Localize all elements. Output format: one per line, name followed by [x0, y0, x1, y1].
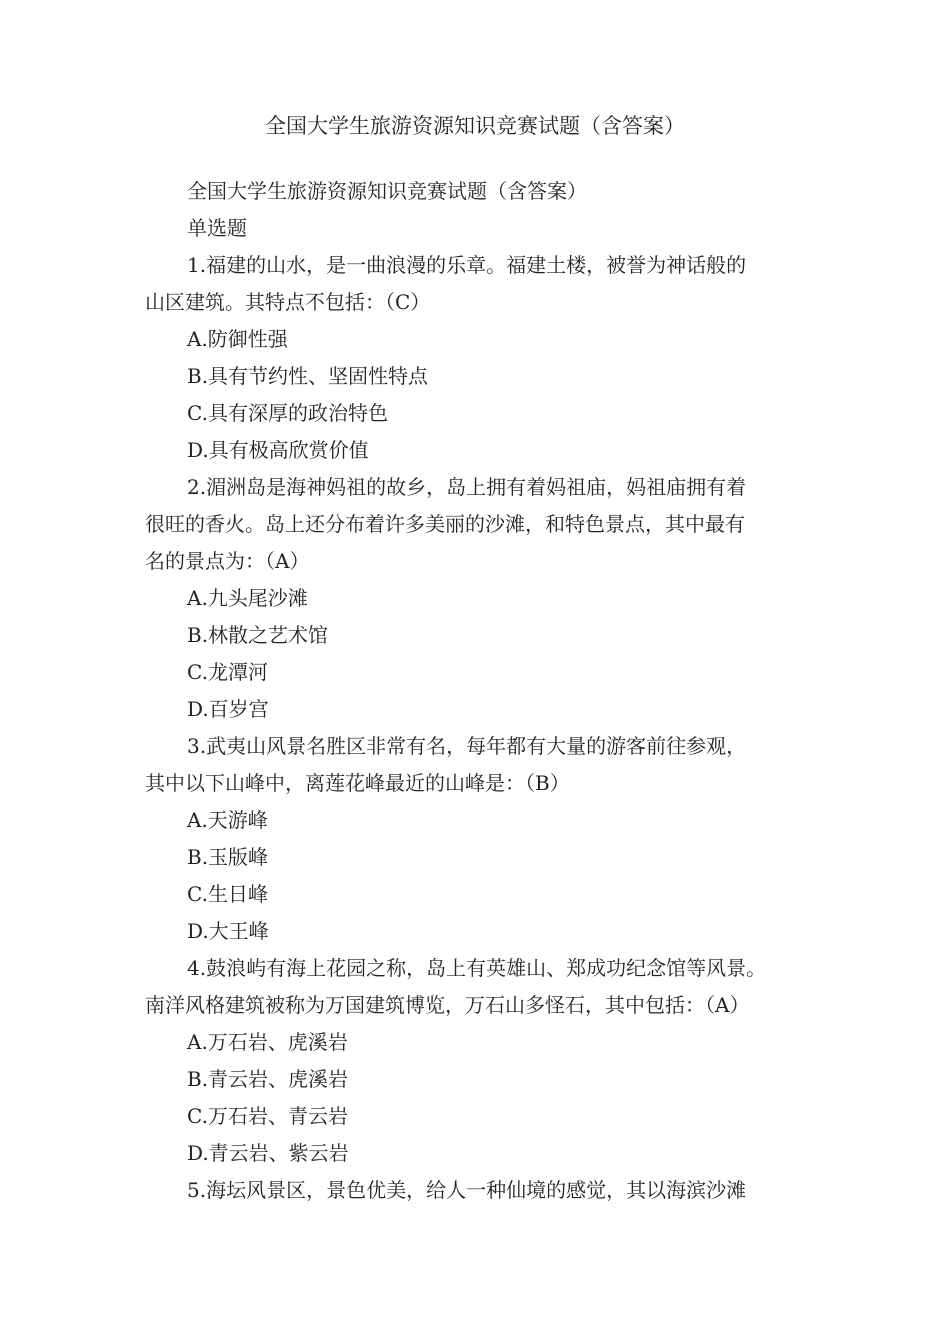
question-1-option-a: A.防御性强 [187, 327, 288, 351]
question-4-option-b: B.青云岩、虎溪岩 [187, 1067, 349, 1091]
question-2-option-b: B.林散之艺术馆 [187, 623, 329, 647]
question-2-text: 很旺的香火。岛上还分布着许多美丽的沙滩，和特色景点，其中最有 [145, 512, 745, 536]
question-2-option-a: A.九头尾沙滩 [187, 586, 308, 610]
document-subtitle: 全国大学生旅游资源知识竞赛试题（含答案） [187, 179, 587, 203]
question-4-option-d: D.青云岩、紫云岩 [187, 1141, 349, 1165]
question-1-text: 山区建筑。其特点不包括：（C） [145, 290, 431, 314]
question-3-option-d: D.大王峰 [187, 919, 269, 943]
question-4-text: 南洋风格建筑被称为万国建筑博览，万石山多怪石，其中包括：（A） [145, 993, 750, 1017]
question-1-text: 1.福建的山水，是一曲浪漫的乐章。福建土楼，被誉为神话般的 [187, 253, 747, 277]
question-3-option-c: C.生日峰 [187, 882, 268, 906]
question-1-option-d: D.具有极高欣赏价值 [187, 438, 369, 462]
question-1-option-c: C.具有深厚的政治特色 [187, 401, 388, 425]
document-body [145, 173, 835, 1209]
question-2-text: 2.湄洲岛是海神妈祖的故乡，岛上拥有着妈祖庙，妈祖庙拥有着 [187, 475, 747, 499]
section-heading: 单选题 [187, 216, 247, 240]
question-3-text: 其中以下山峰中，离莲花峰最近的山峰是：（B） [145, 771, 570, 795]
question-3-option-b: B.玉版峰 [187, 845, 269, 869]
question-3-text: 3.武夷山风景名胜区非常有名，每年都有大量的游客前往参观， [187, 734, 747, 758]
question-2-option-c: C.龙潭河 [187, 660, 268, 684]
question-2-text: 名的景点为：（A） [145, 549, 310, 573]
question-4-option-a: A.万石岩、虎溪岩 [187, 1030, 348, 1054]
document-title: 全国大学生旅游资源知识竞赛试题（含答案） [265, 114, 685, 138]
question-2-option-d: D.百岁宫 [187, 697, 269, 721]
question-4-text: 4.鼓浪屿有海上花园之称，岛上有英雄山、郑成功纪念馆等风景。 [187, 956, 767, 980]
question-4-option-c: C.万石岩、青云岩 [187, 1104, 348, 1128]
question-5-text: 5.海坛风景区，景色优美，给人一种仙境的感觉，其以海滨沙滩 [187, 1178, 747, 1202]
question-1-option-b: B.具有节约性、坚固性特点 [187, 364, 429, 388]
question-3-option-a: A.天游峰 [187, 808, 268, 832]
